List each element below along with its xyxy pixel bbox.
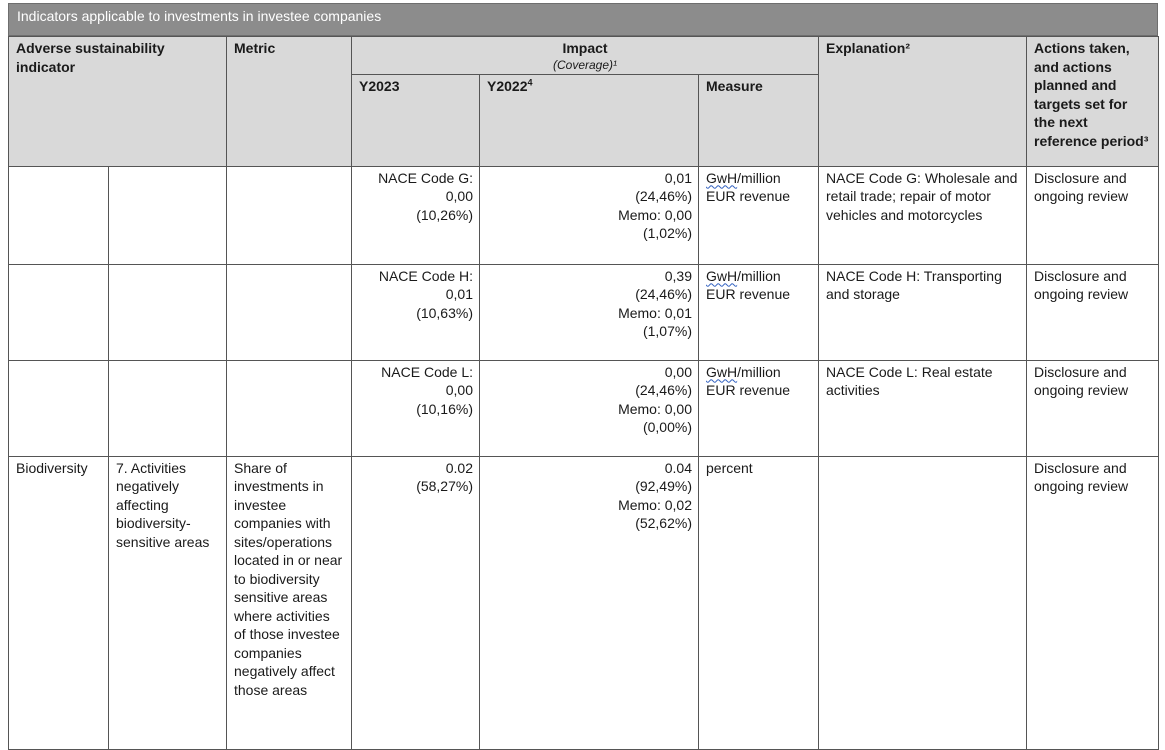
header-y2022-label: Y2022	[487, 77, 528, 94]
y2022-memo-coverage: (52,62%)	[635, 515, 692, 531]
measure-rest: /million EUR revenue	[706, 267, 791, 302]
y2022-coverage: (24,46%)	[635, 382, 692, 398]
actions-cell: Disclosure and ongoing review	[1027, 456, 1159, 749]
pai-table	[8, 36, 1159, 750]
y2022-value: 0,39	[664, 267, 692, 284]
measure-rest: /million EUR revenue	[706, 169, 791, 204]
biodiversity-row	[9, 456, 1159, 749]
y2023-value-cell	[352, 264, 480, 360]
biodiversity-indicator-cell: 7. Activities negatively affecting biodiversity-sensitive areas	[109, 456, 227, 749]
measure-cell	[699, 166, 819, 264]
table-row	[9, 264, 1159, 360]
y2023-coverage: (58,27%)	[416, 478, 473, 494]
empty-category-cell	[9, 360, 109, 456]
y2022-memo-coverage: (1,02%)	[642, 225, 692, 241]
y2022-value: 0.04	[664, 459, 692, 476]
header-explanation: Explanation²	[819, 37, 1027, 167]
measure-rest: /million EUR revenue	[706, 363, 791, 398]
explanation-cell: NACE Code H: Transporting and storage	[819, 264, 1027, 360]
y2023-coverage: (10,63%)	[416, 304, 473, 321]
y2022-coverage: (24,46%)	[635, 286, 692, 302]
y2023-value: 0,01	[445, 286, 473, 302]
y2023-value: 0,00	[445, 188, 473, 204]
header-actions: Actions taken, and actions planned and targets set for the next reference period³	[1027, 37, 1159, 167]
y2022-memo-coverage: (1,07%)	[642, 323, 692, 339]
header-measure: Measure	[699, 74, 819, 166]
y2022-value-cell	[480, 456, 699, 749]
table-title: Indicators applicable to investments in investee companies	[17, 8, 382, 24]
y2022-value: 0,00	[664, 363, 692, 380]
y2022-value-cell	[480, 360, 699, 456]
y2023-value: 0.02	[445, 459, 473, 476]
y2023-label: NACE Code G:	[378, 169, 473, 186]
table-title-bar	[8, 3, 1158, 36]
empty-category-cell	[9, 166, 109, 264]
y2023-coverage: (10,26%)	[416, 206, 473, 223]
y2022-coverage: (24,46%)	[635, 188, 692, 204]
explanation-cell: NACE Code G: Wholesale and retail trade; repair of motor vehicles and motorcycles	[819, 166, 1027, 264]
y2022-value: 0,01	[664, 169, 692, 186]
measure-unit: GwH	[706, 363, 738, 380]
empty-metric-cell	[227, 360, 352, 456]
header-impact-coverage: (Coverage)¹	[552, 57, 618, 72]
actions-cell: Disclosure and ongoing review	[1027, 264, 1159, 360]
empty-category-cell	[9, 264, 109, 360]
header-indicator: Adverse sustainability indicator	[9, 37, 227, 167]
y2022-memo: Memo: 0,00	[618, 400, 692, 417]
header-impact-title: Impact	[562, 40, 608, 56]
y2023-value-cell	[352, 360, 480, 456]
y2022-memo: Memo: 0,01	[618, 304, 692, 321]
explanation-cell: NACE Code L: Real estate activities	[819, 360, 1027, 456]
empty-metric-cell	[227, 166, 352, 264]
header-impact	[352, 37, 819, 75]
y2023-value-cell	[352, 456, 480, 749]
y2022-memo: Memo: 0,02	[618, 496, 692, 513]
actions-cell: Disclosure and ongoing review	[1027, 360, 1159, 456]
measure-cell: percent	[699, 456, 819, 749]
y2022-memo-coverage: (0,00%)	[642, 419, 692, 435]
empty-indicator-cell	[109, 166, 227, 264]
header-y2022	[480, 74, 699, 166]
y2023-coverage: (10,16%)	[416, 400, 473, 417]
measure-cell	[699, 360, 819, 456]
biodiversity-category-cell: Biodiversity	[9, 456, 109, 749]
y2022-memo: Memo: 0,00	[618, 206, 692, 223]
empty-metric-cell	[227, 264, 352, 360]
y2023-label: NACE Code L:	[381, 363, 473, 380]
header-y2022-footnote: 4	[527, 76, 533, 87]
header-y2023: Y2023	[352, 74, 480, 166]
y2022-value-cell	[480, 264, 699, 360]
measure-cell	[699, 264, 819, 360]
empty-indicator-cell	[109, 264, 227, 360]
y2023-value: 0,00	[445, 382, 473, 398]
header-row-1	[9, 37, 1159, 75]
actions-cell: Disclosure and ongoing review	[1027, 166, 1159, 264]
biodiversity-metric-cell: Share of investments in investee companies with sites/operations located in or near to biodiversity sensitive areas where activities of those investee companies negatively affect those areas	[227, 456, 352, 749]
table-row	[9, 166, 1159, 264]
y2022-coverage: (92,49%)	[635, 478, 692, 494]
header-metric: Metric	[227, 37, 352, 167]
y2022-value-cell	[480, 166, 699, 264]
y2023-label: NACE Code H:	[378, 267, 473, 284]
table-row	[9, 360, 1159, 456]
explanation-cell	[819, 456, 1027, 749]
measure-unit: GwH	[706, 267, 738, 284]
y2023-value-cell	[352, 166, 480, 264]
measure-unit: GwH	[706, 169, 738, 186]
empty-indicator-cell	[109, 360, 227, 456]
